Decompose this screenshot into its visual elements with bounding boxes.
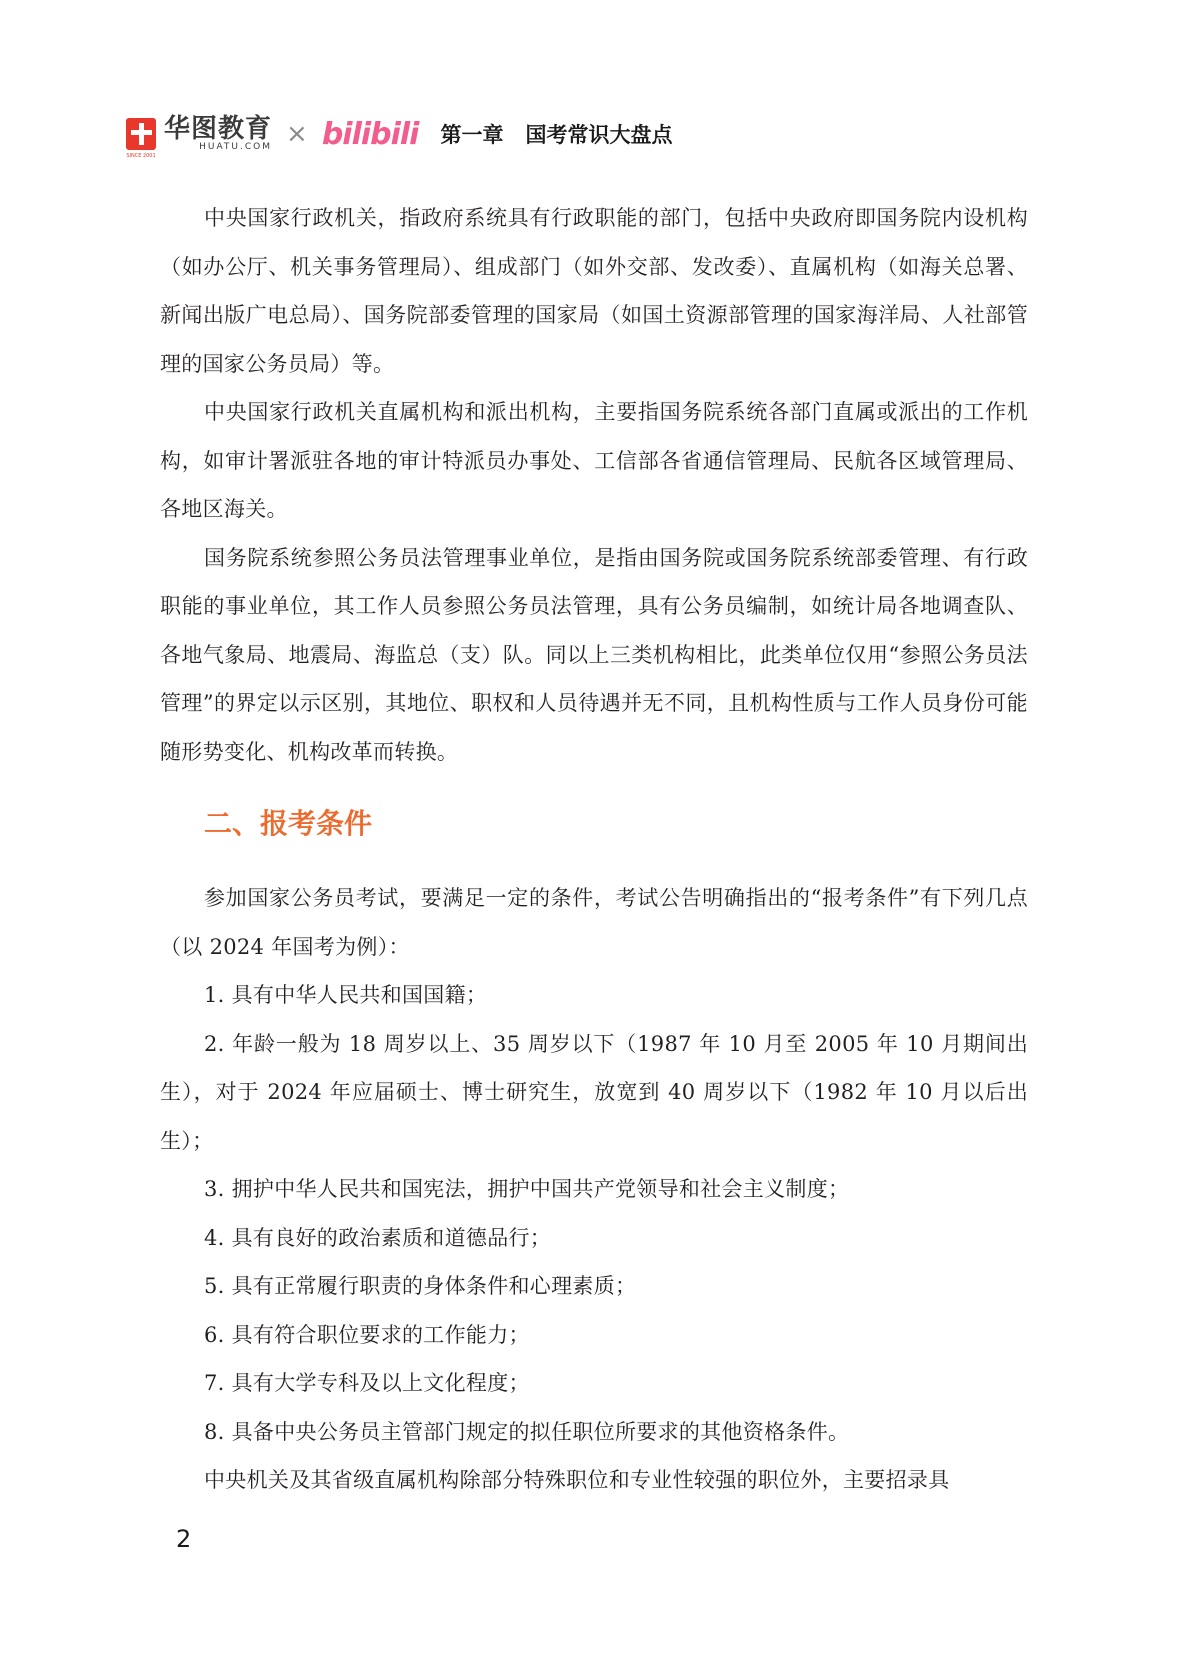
body-paragraph: 中央机关及其省级直属机构除部分特殊职位和专业性较强的职位外，主要招录具 bbox=[204, 1468, 950, 1492]
body-paragraph: 参加国家公务员考试，要满足一定的条件，考试公告明确指出的“报考条件”有下列几点（以 2024 年国考为例）： bbox=[160, 886, 1028, 959]
list-item: 2. 年龄一般为 18 周岁以上、35 周岁以下（1987 年 10 月至 2005 年 10 月期间出生），对于 2024 年应届硕士、博士研究生，放宽到 40 周岁以下（1982 年 10 月以后出生）； bbox=[160, 1031, 1028, 1153]
list-item: 5. 具有正常履行职责的身体条件和心理素质； bbox=[204, 1274, 637, 1298]
chapter-label: 第一章 bbox=[440, 123, 504, 147]
logo-since-text: SINCE 2001 bbox=[126, 153, 156, 159]
list-item: 8. 具备中央公务员主管部门规定的拟任职位所要求的其他资格条件。 bbox=[204, 1419, 850, 1444]
body-paragraph: 国务院系统参照公务员法管理事业单位，是指由国务院或国务院系统部委管理、有行政职能的事业单位，其工作人员参照公务员法管理，具有公务员编制，如统计局各地调查队、各地气象局、地震局、海监总（支）队。同以上三类机构相比，此类单位仅用“参照公务员法管理”的界定以示区别，其地位、职权和人员待遇并无不同，且机构性质与工作人员身份可能随形势变化、机构改革而转换。 bbox=[160, 545, 1028, 764]
page-number: 2 bbox=[176, 1525, 192, 1553]
brand-domain: HUATU.COM bbox=[199, 142, 273, 152]
list-item: 7. 具有大学专科及以上文化程度； bbox=[204, 1371, 530, 1395]
body-paragraph: 中央国家行政机关，指政府系统具有行政职能的部门，包括中央政府即国务院内设机构（如办公厅、机关事务管理局）、组成部门（如外交部、发改委）、直属机构（如海关总署、新闻出版广电总局）、国务院部委管理的国家局（如国土资源部管理的国家海洋局、人社部管理的国家公务员局）等。 bbox=[160, 206, 1028, 376]
chapter-title: 国考常识大盘点 bbox=[525, 123, 673, 147]
huatu-logo-icon bbox=[126, 118, 156, 159]
bilibili-logo: bilibili bbox=[321, 116, 419, 152]
body-paragraph: 中央国家行政机关直属机构和派出机构，主要指国务院系统各部门直属或派出的工作机构，如审计署派驻各地的审计特派员办事处、工信部各省通信管理局、民航各区域管理局、各地区海关。 bbox=[160, 400, 1028, 521]
brand-name: 华图教育 bbox=[164, 114, 273, 144]
list-item: 4. 具有良好的政治素质和道德品行； bbox=[204, 1225, 552, 1250]
page-body bbox=[160, 194, 1028, 1505]
page-header bbox=[126, 112, 673, 159]
list-item: 3. 拥护中华人民共和国宪法，拥护中国共产党领导和社会主义制度； bbox=[204, 1177, 850, 1201]
list-item: 6. 具有符合职位要求的工作能力； bbox=[204, 1322, 530, 1347]
section-heading: 二、报考条件 bbox=[204, 807, 373, 840]
collab-separator: × bbox=[286, 119, 308, 149]
list-item: 1. 具有中华人民共和国国籍； bbox=[204, 983, 488, 1007]
brand-block bbox=[164, 116, 272, 152]
